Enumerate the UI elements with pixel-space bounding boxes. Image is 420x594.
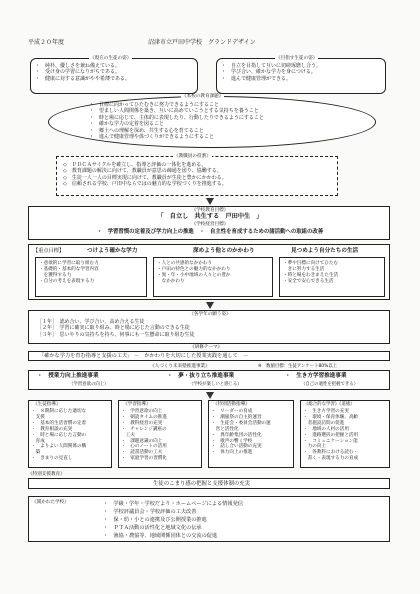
open-item: ・ 学級・学年・学校だより・ホームページによる情報発信 (103, 501, 243, 507)
current-item: ・ 健康に対する意識がやや希薄である。 (35, 75, 131, 82)
management-goal-text: ・ 学習習慣の定着及び学力向上の推進 ・ 自主性を育成するための諸活動への取組の改善 (96, 229, 324, 235)
target-item: ・ 進んで健康管理ができる。 (221, 75, 292, 82)
area-item: ・ 家庭学習の習慣化 (121, 456, 167, 462)
special-activities-box (208, 400, 294, 468)
target-item: ・ 自立を目指して互いに切磋琢磨し合う。 (221, 63, 322, 69)
focus-col-2 (153, 257, 273, 297)
target-students-box (216, 58, 386, 94)
research-text: 「確かな学力を育む指導と支援の工夫」 － かかわりを大切にした授業実践を通して － (39, 353, 249, 359)
area-item: ・ コミュニケーション能 (303, 438, 358, 444)
focus-item: ・自分の考えを表現する力 (39, 278, 95, 284)
down-arrow-icon (206, 198, 214, 205)
focus-item: ・時と場をわきまえた生活 (283, 272, 339, 278)
focus-item: を獲得する力 (39, 272, 72, 278)
area-item: 支援 (31, 414, 45, 420)
policy-item: ・ 確かな学力の定着を図ること (89, 121, 165, 128)
focus-head-2: 深めよう他とのかかわり (193, 248, 255, 254)
area-label: 《特別活動指導》 (213, 402, 250, 407)
school-goal-box (28, 206, 390, 240)
area-item: ・ 教育相談の充実 (31, 426, 73, 432)
focus-item: ・異・年・小中地域の人々との豊か (157, 272, 231, 278)
grade-item: ［２年］ 学習に確実に取り組み、時と場に応じた言動のできる生徒 (37, 325, 190, 332)
policy-oval (48, 96, 376, 148)
grades-label: 《各学年の願う姿》 (189, 312, 231, 317)
area-item: 力の向上 (303, 444, 326, 450)
area-item: ・ 生き方学習の充実 (303, 409, 349, 414)
focus-item: ・基礎的・基本的な学習内容 (39, 266, 99, 272)
project-item: ・ 夢・抜り立ち推進事業 (167, 373, 235, 379)
goal-label: 《学校教育目標》 (191, 208, 229, 213)
area-item: 書く・表現する力の育成 (303, 456, 359, 462)
area-item: ・ 教科経営の充実 (121, 420, 163, 426)
area-item: ・ 潮風祭の自主的運営 (211, 414, 262, 420)
integrated-study-box (300, 400, 390, 468)
area-item: ・ 歌声の響く学校 (211, 438, 253, 444)
project-item: ・ 生き方学習推進事業 (285, 373, 347, 379)
area-label: 《総合的な学習》《道徳》 (304, 402, 355, 407)
open-item: ・ ＰＴＡ活動の活性化と地域文化の伝承 (103, 525, 202, 531)
focus-head-3: 見つめよう自分たちの生活 (291, 248, 359, 254)
area-label: 《学習指導》 (123, 402, 151, 407)
focus-col-1 (35, 257, 147, 297)
policy-item: ・ 進んで健康管理や体づくりができるようにすること (89, 134, 215, 141)
focus-item: ・意欲的に学習に取り組む力 (39, 261, 99, 266)
focus-item: ・夢や目標に向けてひたむ (283, 261, 339, 266)
focus-item: ・安全で安心できる生活 (283, 278, 334, 284)
current-students-box (30, 58, 198, 94)
project-sub: （自己の適性を把握できる） (301, 382, 359, 387)
staff-roles-box (56, 156, 338, 196)
area-item: 築 (31, 450, 41, 456)
area-item: ・ ８期制に応じた適切な (31, 409, 87, 414)
area-item: ・ 基本的生活習慣の定着 (31, 420, 87, 426)
staff-item: ◇ ＰＤＣＡサイクルを確立し、指導と評価の一体化を進める。 (63, 162, 207, 168)
project-item: ・ 授業力向上推進事業 (37, 373, 99, 379)
policy-item: ・ 望ましい人間関係を築き、互いに高めていこうとする気持ちを養うこと (89, 108, 259, 115)
focus-item: きに努力する生活 (283, 266, 325, 272)
focus-label: 【重点目標】 (33, 248, 65, 254)
policy-item: ・ 時と場に応じて、主体的に表現したり、行動したりできるようにすること (89, 114, 264, 121)
projects-box (28, 370, 390, 390)
projects-label: 《人づくり未来塾推進事業》 (150, 364, 210, 369)
focus-item: ・人との共感的なかかわり (157, 261, 213, 266)
special-support-text: 生徒のこまり感の把握と支援体制の充実 (153, 481, 251, 487)
area-item: ・ 体力向上の推進 (211, 450, 253, 456)
focus-targets-box (28, 244, 390, 300)
student-guidance-box (28, 400, 112, 468)
policy-item: ・ 目標に向かってひたむきに努力できるようにすること (89, 102, 220, 108)
area-item: ・ 学習意欲の向上 (121, 409, 163, 414)
special-support-label: 《特別支援教育》 (28, 472, 65, 477)
area-item: ・ 読書活動の工夫 (121, 450, 163, 456)
focus-item: ・戸田の特色との魅力的なかかわり (157, 266, 231, 272)
focus-head-1: つけよう確かな学力 (87, 248, 138, 254)
down-arrow-icon (206, 302, 214, 309)
area-item: ・ 朝読タイムの推進 (121, 414, 167, 420)
area-item: ・ 時と場に応じた言動の (31, 432, 87, 438)
grade-item: ［１年］ 認め合い、学び合い、高め合える生徒 (37, 319, 145, 325)
page-title: 沼津市立戸田中学校 グランドデザイン (148, 39, 256, 46)
policy-label: 《本校の教育課題》 (182, 94, 224, 99)
project-sub: （学習意欲の向上） (69, 382, 109, 387)
area-item: 工夫 (121, 432, 135, 438)
header-year: 平成２０年度 (28, 39, 65, 46)
projects-note: ※ 数値目標：生徒アンケート80%以上 (258, 364, 338, 369)
area-item: ・ 地域の人材の活用 (303, 426, 349, 432)
area-item: ・ よりよい人間関係の構 (31, 444, 87, 450)
area-item: ・ リーダーの育成 (211, 409, 253, 414)
target-item: ・ 学び合い、確かな学力を身につける。 (221, 69, 316, 76)
current-item: ・ 純朴、優しさを兼ね備えている。 (35, 63, 121, 69)
grade-item: ［３年］ 思いやりの気持ちを持ち、何事にも一生懸命に取り組む生徒 (37, 331, 195, 338)
staff-roles-label: 《教職員の役割》 (174, 154, 211, 159)
open-school-label: 《開かれた学校》 (32, 500, 69, 505)
research-box (28, 351, 390, 361)
area-item: ・ 話し合い活動の充実 (211, 444, 262, 450)
staff-item: ◇ 教育課題の解決に向けて、教職員が意思の疎通を図り、協働する。 (63, 168, 222, 175)
focus-item: なかかわり (157, 278, 185, 284)
open-item: ・ 学校評議員会・学校評価の工夫改善 (103, 509, 197, 515)
project-sub: （学校が楽しいと感じる） (189, 382, 242, 387)
current-item: ・ 受け身の学習になりがちである。 (35, 69, 120, 76)
area-item: ・ 異年齢集団の活性化 (211, 432, 262, 438)
current-students-label: 《現在の生徒の姿》 (90, 56, 132, 61)
policy-item: ・ 郷土への理解を深め、共生する心を育てること (89, 127, 204, 134)
area-label: 《生徒指導》 (33, 402, 61, 407)
down-arrow-icon (206, 392, 214, 399)
focus-col-3 (279, 257, 385, 297)
area-item: 営と活性化 (211, 426, 239, 432)
special-support-box (28, 478, 390, 489)
open-item: ・ 漁協・農協等、地域関係団体との交流の促進 (103, 533, 218, 539)
area-item: ・ きまりの見直し (31, 456, 73, 462)
area-item: ・ チャレンジ講座の (121, 426, 167, 432)
management-label: 《学校経営目標》 (191, 222, 229, 227)
area-item: ・ 各教科における読む・ (303, 450, 359, 456)
area-item: ・ 課題意識の向上 (121, 438, 163, 444)
open-item: ・ 保・幼・小との連携及び公開授業の推進 (103, 517, 207, 523)
grades-box (28, 310, 390, 344)
learning-guidance-box (118, 400, 202, 468)
research-label: 《研修テーマ》 (190, 345, 223, 350)
area-item: ・ 環境・保育体験、高齢 (303, 414, 359, 420)
area-item: ・ 生徒会・委員会活動の運 (211, 420, 271, 426)
open-school-box (28, 496, 390, 542)
staff-item: ◇ 信頼される学校、戸田中ならではの魅力的な学校づくりを推進する。 (63, 181, 227, 188)
area-item: 育成 (31, 438, 45, 444)
staff-item: ◇ 生徒一人一人の目標実現に向けて、教職員が生徒と豊かにかかわる。 (63, 174, 227, 181)
area-item: 者施設訪問の促進 (303, 420, 345, 426)
school-goal-text: 「 自立し 共生する 戸田中生 」 (157, 213, 263, 220)
target-students-label: 《目指す生徒の姿》 (276, 56, 318, 61)
area-item: ・ 心のノートの活用 (121, 444, 167, 450)
area-item: ・ 進路選択の把握と活用 (303, 432, 359, 438)
